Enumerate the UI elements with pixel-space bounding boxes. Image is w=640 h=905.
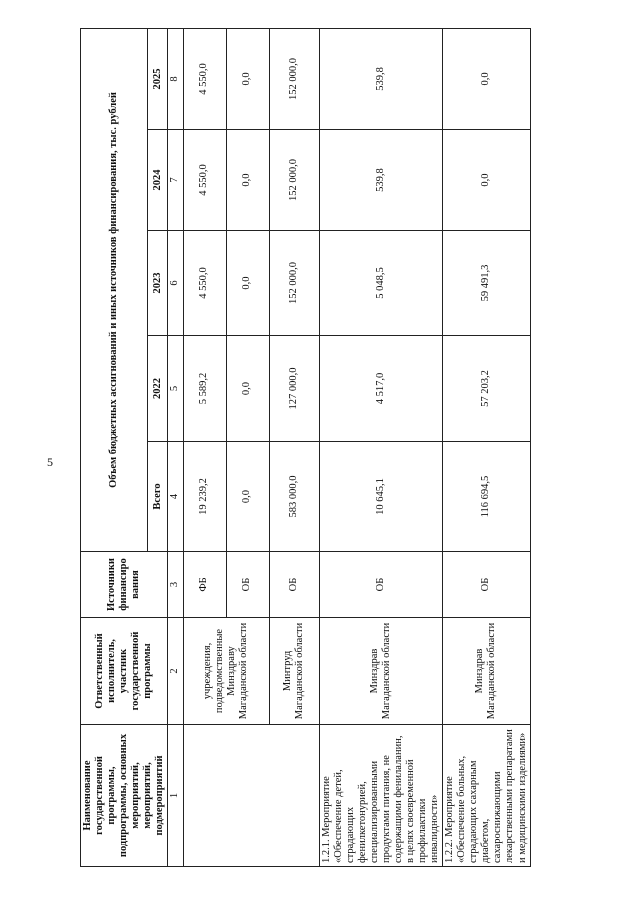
table-row (319, 28, 443, 866)
row-2023: 152 000,0 (269, 231, 319, 336)
col-number: 1 (168, 725, 183, 867)
col-number: 8 (168, 28, 183, 129)
row-2024: 4 550,0 (183, 130, 226, 231)
row-source: ОБ (269, 552, 319, 618)
col-number: 5 (168, 336, 183, 442)
header-2022: 2022 (147, 336, 168, 442)
row-name: 1.2.2. Мероприятие «Обеспечение больных, страдающих сахарным диабетом, сахароснижающими лекарственными препаратами и медицинскими изделиями» (443, 725, 530, 867)
budget-table (80, 28, 531, 867)
row-name: 1.2.1. Мероприятие «Обеспечение детей, страдающих фенилкетонурией, специализированными продуктами питания, не содержащими фенилаланин, в целях своевременной профилактики инвалидности» (319, 725, 443, 867)
row-total: 19 239,2 (183, 442, 226, 552)
row-2022: 57 203,2 (443, 336, 530, 442)
col-number: 3 (168, 552, 183, 618)
row-name-cell (183, 725, 319, 867)
header-sources: Источники финансиро вания (81, 552, 168, 618)
page-number: 5 (47, 455, 53, 469)
header-2025: 2025 (147, 28, 168, 129)
row-source: ФБ (183, 552, 226, 618)
row-2022: 4 517,0 (319, 336, 443, 442)
row-total: 10 645,1 (319, 442, 443, 552)
row-2025: 0,0 (443, 28, 530, 129)
column-number-row (168, 28, 183, 866)
row-2025: 4 550,0 (183, 28, 226, 129)
row-2022: 0,0 (226, 336, 269, 442)
row-responsible: Минздрав Магаданской области (319, 618, 443, 725)
col-number: 4 (168, 442, 183, 552)
row-total: 0,0 (226, 442, 269, 552)
header-2024: 2024 (147, 130, 168, 231)
row-2024: 0,0 (226, 130, 269, 231)
header-volume: Объем бюджетных ассигнований и иных источников финансирования, тыс. рублей (81, 28, 148, 551)
row-source: ОБ (226, 552, 269, 618)
row-source: ОБ (443, 552, 530, 618)
row-2024: 0,0 (443, 130, 530, 231)
row-source: ОБ (319, 552, 443, 618)
header-name: Наименование государственной программы, подпрограммы, основных мероприятий, мероприятий, подмероприятий (81, 725, 168, 867)
col-number: 7 (168, 130, 183, 231)
row-2025: 539,8 (319, 28, 443, 129)
table-row (443, 28, 530, 866)
row-2023: 0,0 (226, 231, 269, 336)
col-number: 2 (168, 618, 183, 725)
row-total: 583 000,0 (269, 442, 319, 552)
budget-table-container (80, 29, 528, 867)
row-2025: 0,0 (226, 28, 269, 129)
row-2024: 539,8 (319, 130, 443, 231)
col-number: 6 (168, 231, 183, 336)
row-responsible: Минздрав Магаданской области (443, 618, 530, 725)
row-2023: 4 550,0 (183, 231, 226, 336)
row-responsible: Минтруд Магаданской области (269, 618, 319, 725)
row-2023: 5 048,5 (319, 231, 443, 336)
row-responsible: учреждения, подведомственные Минздраву Магаданской области (183, 618, 269, 725)
row-2025: 152 000,0 (269, 28, 319, 129)
row-2022: 5 589,2 (183, 336, 226, 442)
table-row (183, 28, 226, 866)
header-total: Всего (147, 442, 168, 552)
row-2024: 152 000,0 (269, 130, 319, 231)
row-2022: 127 000,0 (269, 336, 319, 442)
header-2023: 2023 (147, 231, 168, 336)
row-total: 116 694,5 (443, 442, 530, 552)
header-responsible: Ответственный исполнитель, участник государственной программы (81, 618, 168, 725)
row-2023: 59 491,3 (443, 231, 530, 336)
